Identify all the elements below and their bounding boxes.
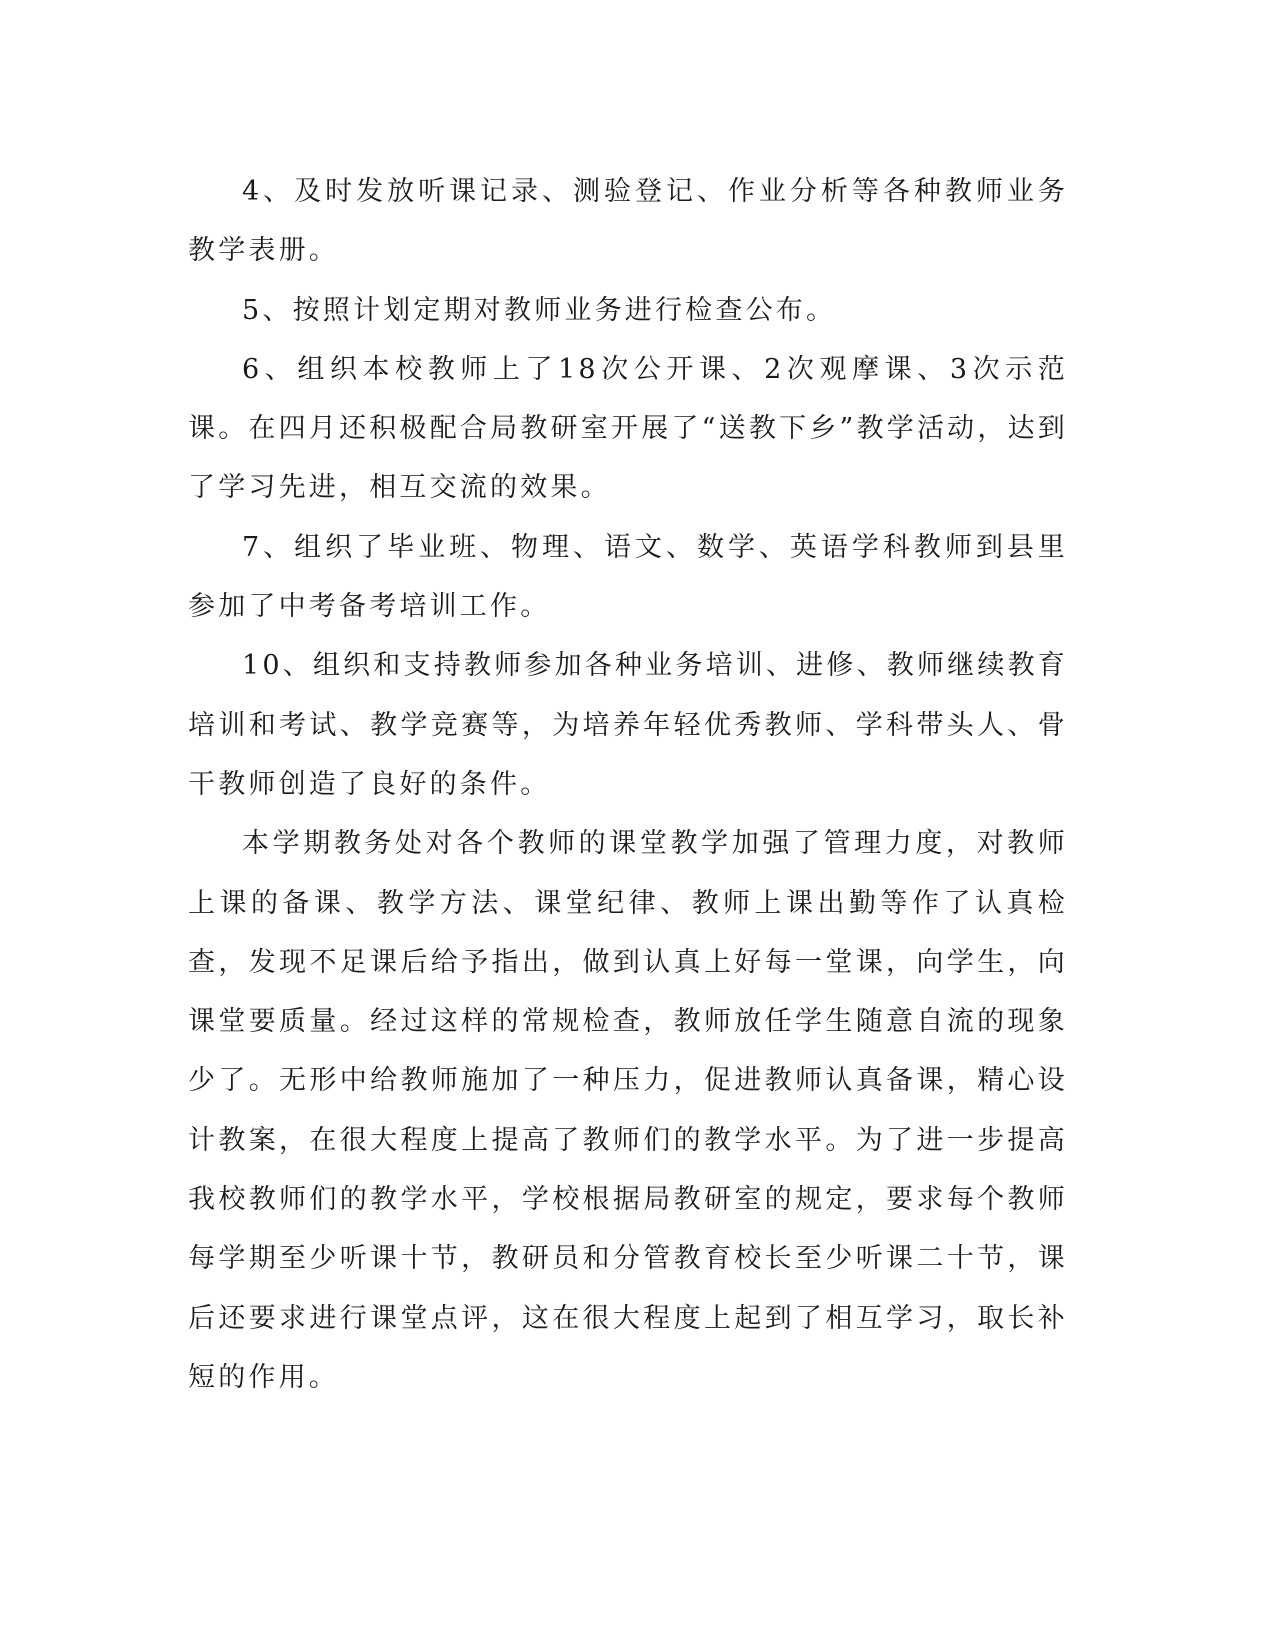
paragraph-summary: 本学期教务处对各个教师的课堂教学加强了管理力度，对教师上课的备课、教学方法、课堂纪律、教师上课出勤等作了认真检查，发现不足课后给予指出，做到认真上好每一堂课，向学生，向课堂要质量。经过这样的常规检查，教师放任学生随意自流的现象少了。无形中给教师施加了一种压力，促进教师认真备课，精心设计教案，在很大程度上提高了教师们的教学水平。为了进一步提高我校教师们的教学水平，学校根据局教研室的规定，要求每个教师每学期至少听课十节，教研员和分管教育校长至少听课二十节，课后还要求进行课堂点评，这在很大程度上起到了相互学习，取长补短的作用。 <box>188 828 1068 1393</box>
paragraph-item-7: 7、组织了毕业班、物理、语文、数学、英语学科教师到县里参加了中考备考培训工作。 <box>188 531 1068 623</box>
document-body <box>188 162 1068 1407</box>
paragraph-item-10: 10、组织和支持教师参加各种业务培训、进修、教师继续教育培训和考试、教学竞赛等，为培养年轻优秀教师、学科带头人、骨干教师创造了良好的条件。 <box>188 650 1068 800</box>
paragraph-item-6: 6、组织本校教师上了18次公开课、2次观摩课、3次示范课。在四月还积极配合局教研室开展了“送教下乡”教学活动，达到了学习先进，相互交流的效果。 <box>188 353 1068 504</box>
paragraph-item-4: 4、及时发放听课记录、测验登记、作业分析等各种教师业务教学表册。 <box>188 176 1068 267</box>
paragraph-item-5: 5、按照计划定期对教师业务进行检查公布。 <box>242 294 837 326</box>
